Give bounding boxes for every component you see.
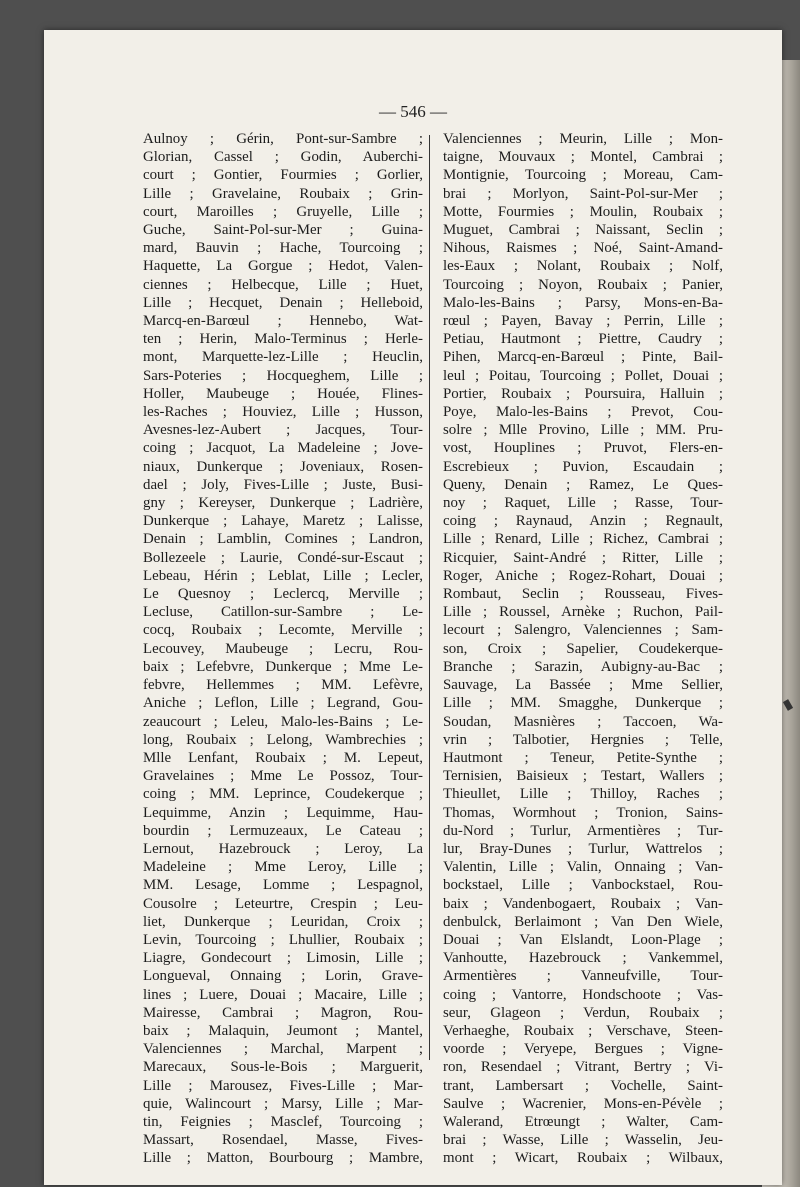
text-line: denbulck, Berlaimont ; Van Den Wiele,	[443, 913, 723, 930]
text-line: Glorian, Cassel ; Godin, Auberchi-	[143, 149, 423, 166]
text-line: court, Maroilles ; Gruyelle, Lille ;	[143, 203, 423, 220]
text-line: coing ; Raynaud, Anzin ; Regnault,	[443, 513, 723, 530]
text-line: zeaucourt ; Leleu, Malo-les-Bains ; Le-	[143, 713, 423, 730]
text-line: Lille ; Matton, Bourbourg ; Mambre,	[143, 1150, 423, 1167]
text-line: Ternisien, Baisieux ; Testart, Wallers ;	[443, 768, 723, 785]
text-line: Lecluse, Catillon-sur-Sambre ; Le-	[143, 604, 423, 621]
text-line: les-Raches ; Houviez, Lille ; Husson,	[143, 404, 423, 421]
text-line: ron, Resendael ; Vitrant, Bertry ; Vi-	[443, 1059, 723, 1076]
text-line: noy ; Raquet, Lille ; Rasse, Tour-	[443, 495, 723, 512]
text-line: Soudan, Masnières ; Taccoen, Wa-	[443, 713, 723, 730]
text-line: vrin ; Talbotier, Hergnies ; Telle,	[443, 731, 723, 748]
text-line: Pihen, Marcq-en-Barœul ; Pinte, Bail-	[443, 349, 723, 366]
text-line: Bollezeele ; Laurie, Condé-sur-Escaut ;	[143, 549, 423, 566]
text-line: rœul ; Payen, Bavay ; Perrin, Lille ;	[443, 313, 723, 330]
text-line: Lille ; Hecquet, Denain ; Helleboid,	[143, 294, 423, 311]
text-line: brai ; Wasse, Lille ; Wasselin, Jeu-	[443, 1132, 723, 1149]
text-line: baix ; Vandenbogaert, Roubaix ; Van-	[443, 895, 723, 912]
text-line: Lequimme, Anzin ; Lequimme, Hau-	[143, 804, 423, 821]
text-line: Rombaut, Seclin ; Rousseau, Fives-	[443, 586, 723, 603]
text-line: Lebeau, Hérin ; Leblat, Lille ; Lecler,	[143, 567, 423, 584]
text-line: Holler, Maubeuge ; Houée, Flines-	[143, 385, 423, 402]
text-line: quie, Walincourt ; Marsy, Lille ; Mar-	[143, 1095, 423, 1112]
text-line: Tourcoing ; Noyon, Roubaix ; Panier,	[443, 276, 723, 293]
text-line: Lille ; Renard, Lille ; Richez, Cambrai ;	[443, 531, 723, 548]
text-line: baix ; Lefebvre, Dunkerque ; Mme Le-	[143, 658, 423, 675]
text-line: ciennes ; Helbecque, Lille ; Huet,	[143, 276, 423, 293]
text-line: Marecaux, Sous-le-Bois ; Marguerit,	[143, 1059, 423, 1076]
text-line: Roger, Aniche ; Rogez-Rohart, Douai ;	[443, 567, 723, 584]
text-line: lur, Bray-Dunes ; Turlur, Wattrelos ;	[443, 840, 723, 857]
text-line: Armentières ; Vanneufville, Tour-	[443, 968, 723, 985]
text-line: MM. Lesage, Lomme ; Lespagnol,	[143, 877, 423, 894]
text-line: Aniche ; Leflon, Lille ; Legrand, Gou-	[143, 695, 423, 712]
text-line: mont ; Wicart, Roubaix ; Wilbaux,	[443, 1150, 723, 1167]
text-line: Dunkerque ; Lahaye, Maretz ; Lalisse,	[143, 513, 423, 530]
text-line: seur, Glageon ; Verdun, Roubaix ;	[443, 1004, 723, 1021]
text-line: Valenciennes ; Marchal, Marpent ;	[143, 1041, 423, 1058]
text-line: lines ; Luere, Douai ; Macaire, Lille ;	[143, 986, 423, 1003]
text-line: taigne, Mouvaux ; Montel, Cambrai ;	[443, 149, 723, 166]
text-line: Thomas, Wormhout ; Tronion, Sains-	[443, 804, 723, 821]
text-line: Levin, Tourcoing ; Lhullier, Roubaix ;	[143, 931, 423, 948]
text-line: Cousolre ; Leteurtre, Crespin ; Leu-	[143, 895, 423, 912]
text-line: Sauvage, La Bassée ; Mme Sellier,	[443, 677, 723, 694]
text-line: Thieullet, Lille ; Thilloy, Raches ;	[443, 786, 723, 803]
text-line: coing ; Vantorre, Hondschoote ; Vas-	[443, 986, 723, 1003]
text-line: Malo-les-Bains ; Parsy, Mons-en-Ba-	[443, 294, 723, 311]
book-page	[44, 30, 782, 1185]
text-line: Walerand, Etrœungt ; Walter, Cam-	[443, 1113, 723, 1130]
text-line: liet, Dunkerque ; Leuridan, Croix ;	[143, 913, 423, 930]
text-line: Lille ; Marousez, Fives-Lille ; Mar-	[143, 1077, 423, 1094]
text-line: Denain ; Lamblin, Comines ; Landron,	[143, 531, 423, 548]
text-line: dael ; Joly, Fives-Lille ; Juste, Busi-	[143, 476, 423, 493]
page-number: — 546 —	[379, 102, 447, 121]
column-divider	[429, 135, 430, 1060]
text-line: mont, Marquette-lez-Lille ; Heuclin,	[143, 349, 423, 366]
text-line: Massart, Rosendael, Masse, Fives-	[143, 1132, 423, 1149]
text-line: solre ; Mlle Provino, Lille ; MM. Pru-	[443, 422, 723, 439]
text-line: Gravelaines ; Mme Le Possoz, Tour-	[143, 768, 423, 785]
left-column	[143, 130, 423, 1168]
text-line: ten ; Herin, Malo-Terminus ; Herle-	[143, 331, 423, 348]
text-line: Ricquier, Saint-André ; Ritter, Lille ;	[443, 549, 723, 566]
text-line: Saulve ; Wacrenier, Mons-en-Pévèle ;	[443, 1095, 723, 1112]
text-line: Sars-Poteries ; Hocqueghem, Lille ;	[143, 367, 423, 384]
text-line: Portier, Roubaix ; Poursuira, Halluin ;	[443, 385, 723, 402]
text-line: Nihous, Raismes ; Noé, Saint-Amand-	[443, 240, 723, 257]
text-line: vost, Houplines ; Pruvot, Flers-en-	[443, 440, 723, 457]
text-line: Motte, Fourmies ; Moulin, Roubaix ;	[443, 203, 723, 220]
text-line: Hautmont ; Teneur, Petite-Synthe ;	[443, 749, 723, 766]
text-line: Mlle Lenfant, Roubaix ; M. Lepeut,	[143, 749, 423, 766]
text-line: Montignie, Tourcoing ; Moreau, Cam-	[443, 167, 723, 184]
text-line: Douai ; Van Elslandt, Loon-Plage ;	[443, 931, 723, 948]
text-line: Lernout, Hazebrouck ; Leroy, La	[143, 840, 423, 857]
text-line: bourdin ; Lermuzeaux, Le Cateau ;	[143, 822, 423, 839]
text-line: baix ; Malaquin, Jeumont ; Mantel,	[143, 1022, 423, 1039]
text-line: coing ; Jacquot, La Madeleine ; Jove-	[143, 440, 423, 457]
text-line: Avesnes-lez-Aubert ; Jacques, Tour-	[143, 422, 423, 439]
text-line: Mairesse, Cambrai ; Magron, Rou-	[143, 1004, 423, 1021]
text-line: Lille ; Roussel, Arnèke ; Ruchon, Pail-	[443, 604, 723, 621]
text-line: Verhaeghe, Roubaix ; Verschave, Steen-	[443, 1022, 723, 1039]
text-line: gny ; Kereyser, Dunkerque ; Ladrière,	[143, 495, 423, 512]
right-column	[443, 130, 723, 1168]
text-line: Queny, Denain ; Ramez, Le Ques-	[443, 476, 723, 493]
text-line: cocq, Roubaix ; Lecomte, Merville ;	[143, 622, 423, 639]
text-line: leul ; Poitau, Tourcoing ; Pollet, Douai ;	[443, 367, 723, 384]
text-line: Branche ; Sarazin, Aubigny-au-Bac ;	[443, 658, 723, 675]
text-line: Poye, Malo-les-Bains ; Prevot, Cou-	[443, 404, 723, 421]
text-line: Lille ; Gravelaine, Roubaix ; Grin-	[143, 185, 423, 202]
text-line: Marcq-en-Barœul ; Hennebo, Wat-	[143, 313, 423, 330]
text-line: son, Croix ; Sapelier, Coudekerque-	[443, 640, 723, 657]
text-line: Madeleine ; Mme Leroy, Lille ;	[143, 859, 423, 876]
text-line: lecourt ; Salengro, Valenciennes ; Sam-	[443, 622, 723, 639]
text-line: voorde ; Veryepe, Bergues ; Vigne-	[443, 1041, 723, 1058]
text-line: mard, Bauvin ; Hache, Tourcoing ;	[143, 240, 423, 257]
text-line: febvre, Hellemmes ; MM. Lefèvre,	[143, 677, 423, 694]
text-line: du-Nord ; Turlur, Armentières ; Tur-	[443, 822, 723, 839]
text-line: Le Quesnoy ; Leclercq, Merville ;	[143, 586, 423, 603]
text-line: Escrebieux ; Puvion, Escaudain ;	[443, 458, 723, 475]
text-line: Longueval, Onnaing ; Lorin, Grave-	[143, 968, 423, 985]
text-line: Valenciennes ; Meurin, Lille ; Mon-	[443, 131, 723, 147]
text-line: bockstael, Lille ; Vanbockstael, Rou-	[443, 877, 723, 894]
text-line: Petiau, Hautmont ; Piettre, Caudry ;	[443, 331, 723, 348]
text-line: Muguet, Cambrai ; Naissant, Seclin ;	[443, 222, 723, 239]
text-line: court ; Gontier, Fourmies ; Gorlier,	[143, 167, 423, 184]
text-line: trant, Lambersart ; Vochelle, Saint-	[443, 1077, 723, 1094]
text-line: Haquette, La Gorgue ; Hedot, Valen-	[143, 258, 423, 275]
text-line: coing ; MM. Leprince, Coudekerque ;	[143, 786, 423, 803]
text-line: Liagre, Gondecourt ; Limosin, Lille ;	[143, 950, 423, 967]
text-line: tin, Feignies ; Masclef, Tourcoing ;	[143, 1113, 423, 1130]
text-line: Vanhoutte, Hazebrouck ; Vankemmel,	[443, 950, 723, 967]
text-line: les-Eaux ; Nolant, Roubaix ; Nolf,	[443, 258, 723, 275]
text-line: Valentin, Lille ; Valin, Onnaing ; Van-	[443, 859, 723, 876]
text-line: brai ; Morlyon, Saint-Pol-sur-Mer ;	[443, 185, 723, 202]
text-line: Lecouvey, Maubeuge ; Lecru, Rou-	[143, 640, 423, 657]
text-line: Guche, Saint-Pol-sur-Mer ; Guina-	[143, 222, 423, 239]
text-line: long, Roubaix ; Lelong, Wambrechies ;	[143, 731, 423, 748]
text-line: niaux, Dunkerque ; Joveniaux, Rosen-	[143, 458, 423, 475]
text-line: Lille ; MM. Smagghe, Dunkerque ;	[443, 695, 723, 712]
text-line: Aulnoy ; Gérin, Pont-sur-Sambre ;	[143, 131, 423, 147]
